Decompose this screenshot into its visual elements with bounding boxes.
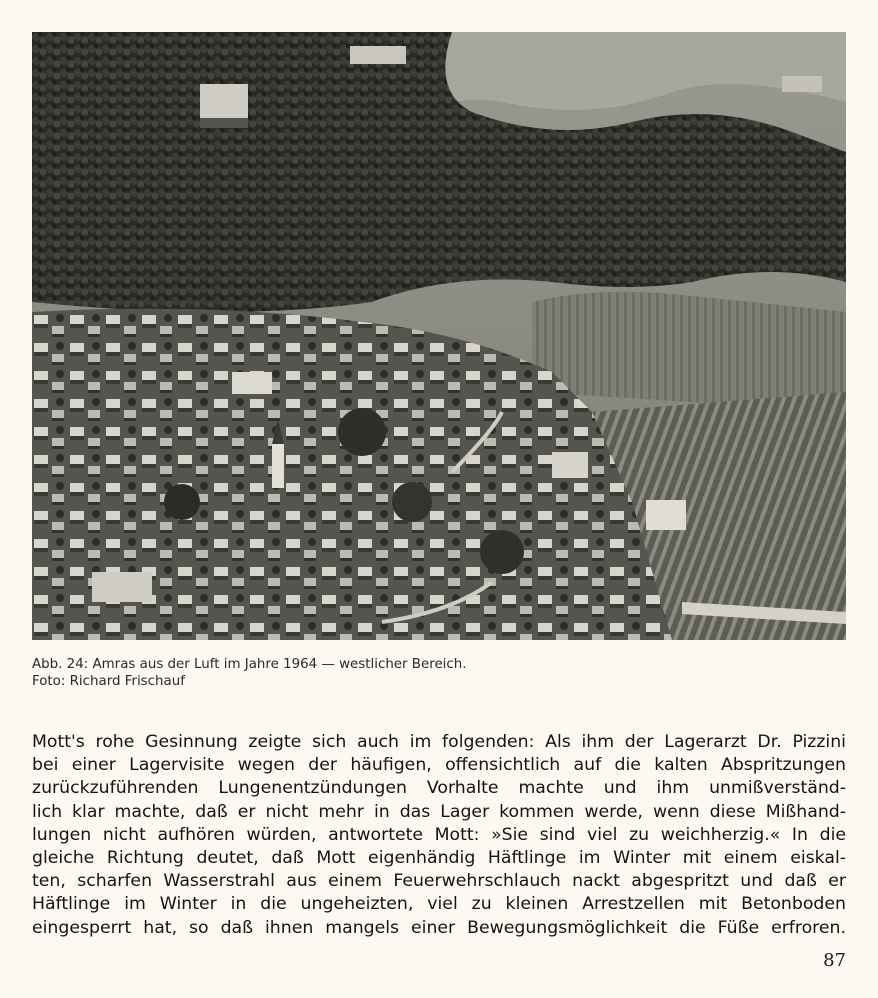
aerial-village-photo-icon (32, 32, 846, 640)
figure-caption (32, 656, 846, 690)
caption-title: Abb. 24: Amras aus der Luft im Jahre 1964 — westlicher Bereich. (32, 657, 467, 672)
page-number: 87 (823, 950, 846, 971)
body-line: eingesperrt hat, so daß ihnen mangels einer Bewegungsmöglichkeit die Füße erfroren. (32, 917, 846, 938)
body-line: lich klar machte, daß er nicht mehr in das Lager kommen werde, wenn diese Mißhand- (32, 801, 846, 822)
body-line: Häftlinge im Winter in die ungeheizten, viel zu kleinen Arrestzellen mit Betonboden (32, 894, 846, 915)
body-line: zurückzuführenden Lungenentzündungen Vorhalte machte und ihm unmißverständ- (32, 778, 846, 799)
body-line: gleiche Richtung deutet, daß Mott eigenhändig Häftlinge im Winter mit einem eiskal- (32, 847, 846, 868)
body-line: lungen nicht aufhören würden, antwortete Mott: »Sie sind viel zu weichherzig.« In die (32, 824, 846, 845)
aerial-photo (32, 32, 846, 640)
body-line: Mott's rohe Gesinnung zeigte sich auch im folgenden: Als ihm der Lagerarzt Dr. Pizzini (32, 732, 846, 752)
body-line: ten, scharfen Wasserstrahl aus einem Feuerwehrschlauch nackt abgespritzt und daß er (32, 871, 846, 892)
caption-photo-credit: Foto: Richard Frischauf (32, 674, 185, 689)
body-line: bei einer Lagervisite wegen der häufigen, offensichtlich auf die kalten Abspritzungen (32, 755, 846, 776)
body-paragraph (32, 731, 846, 940)
